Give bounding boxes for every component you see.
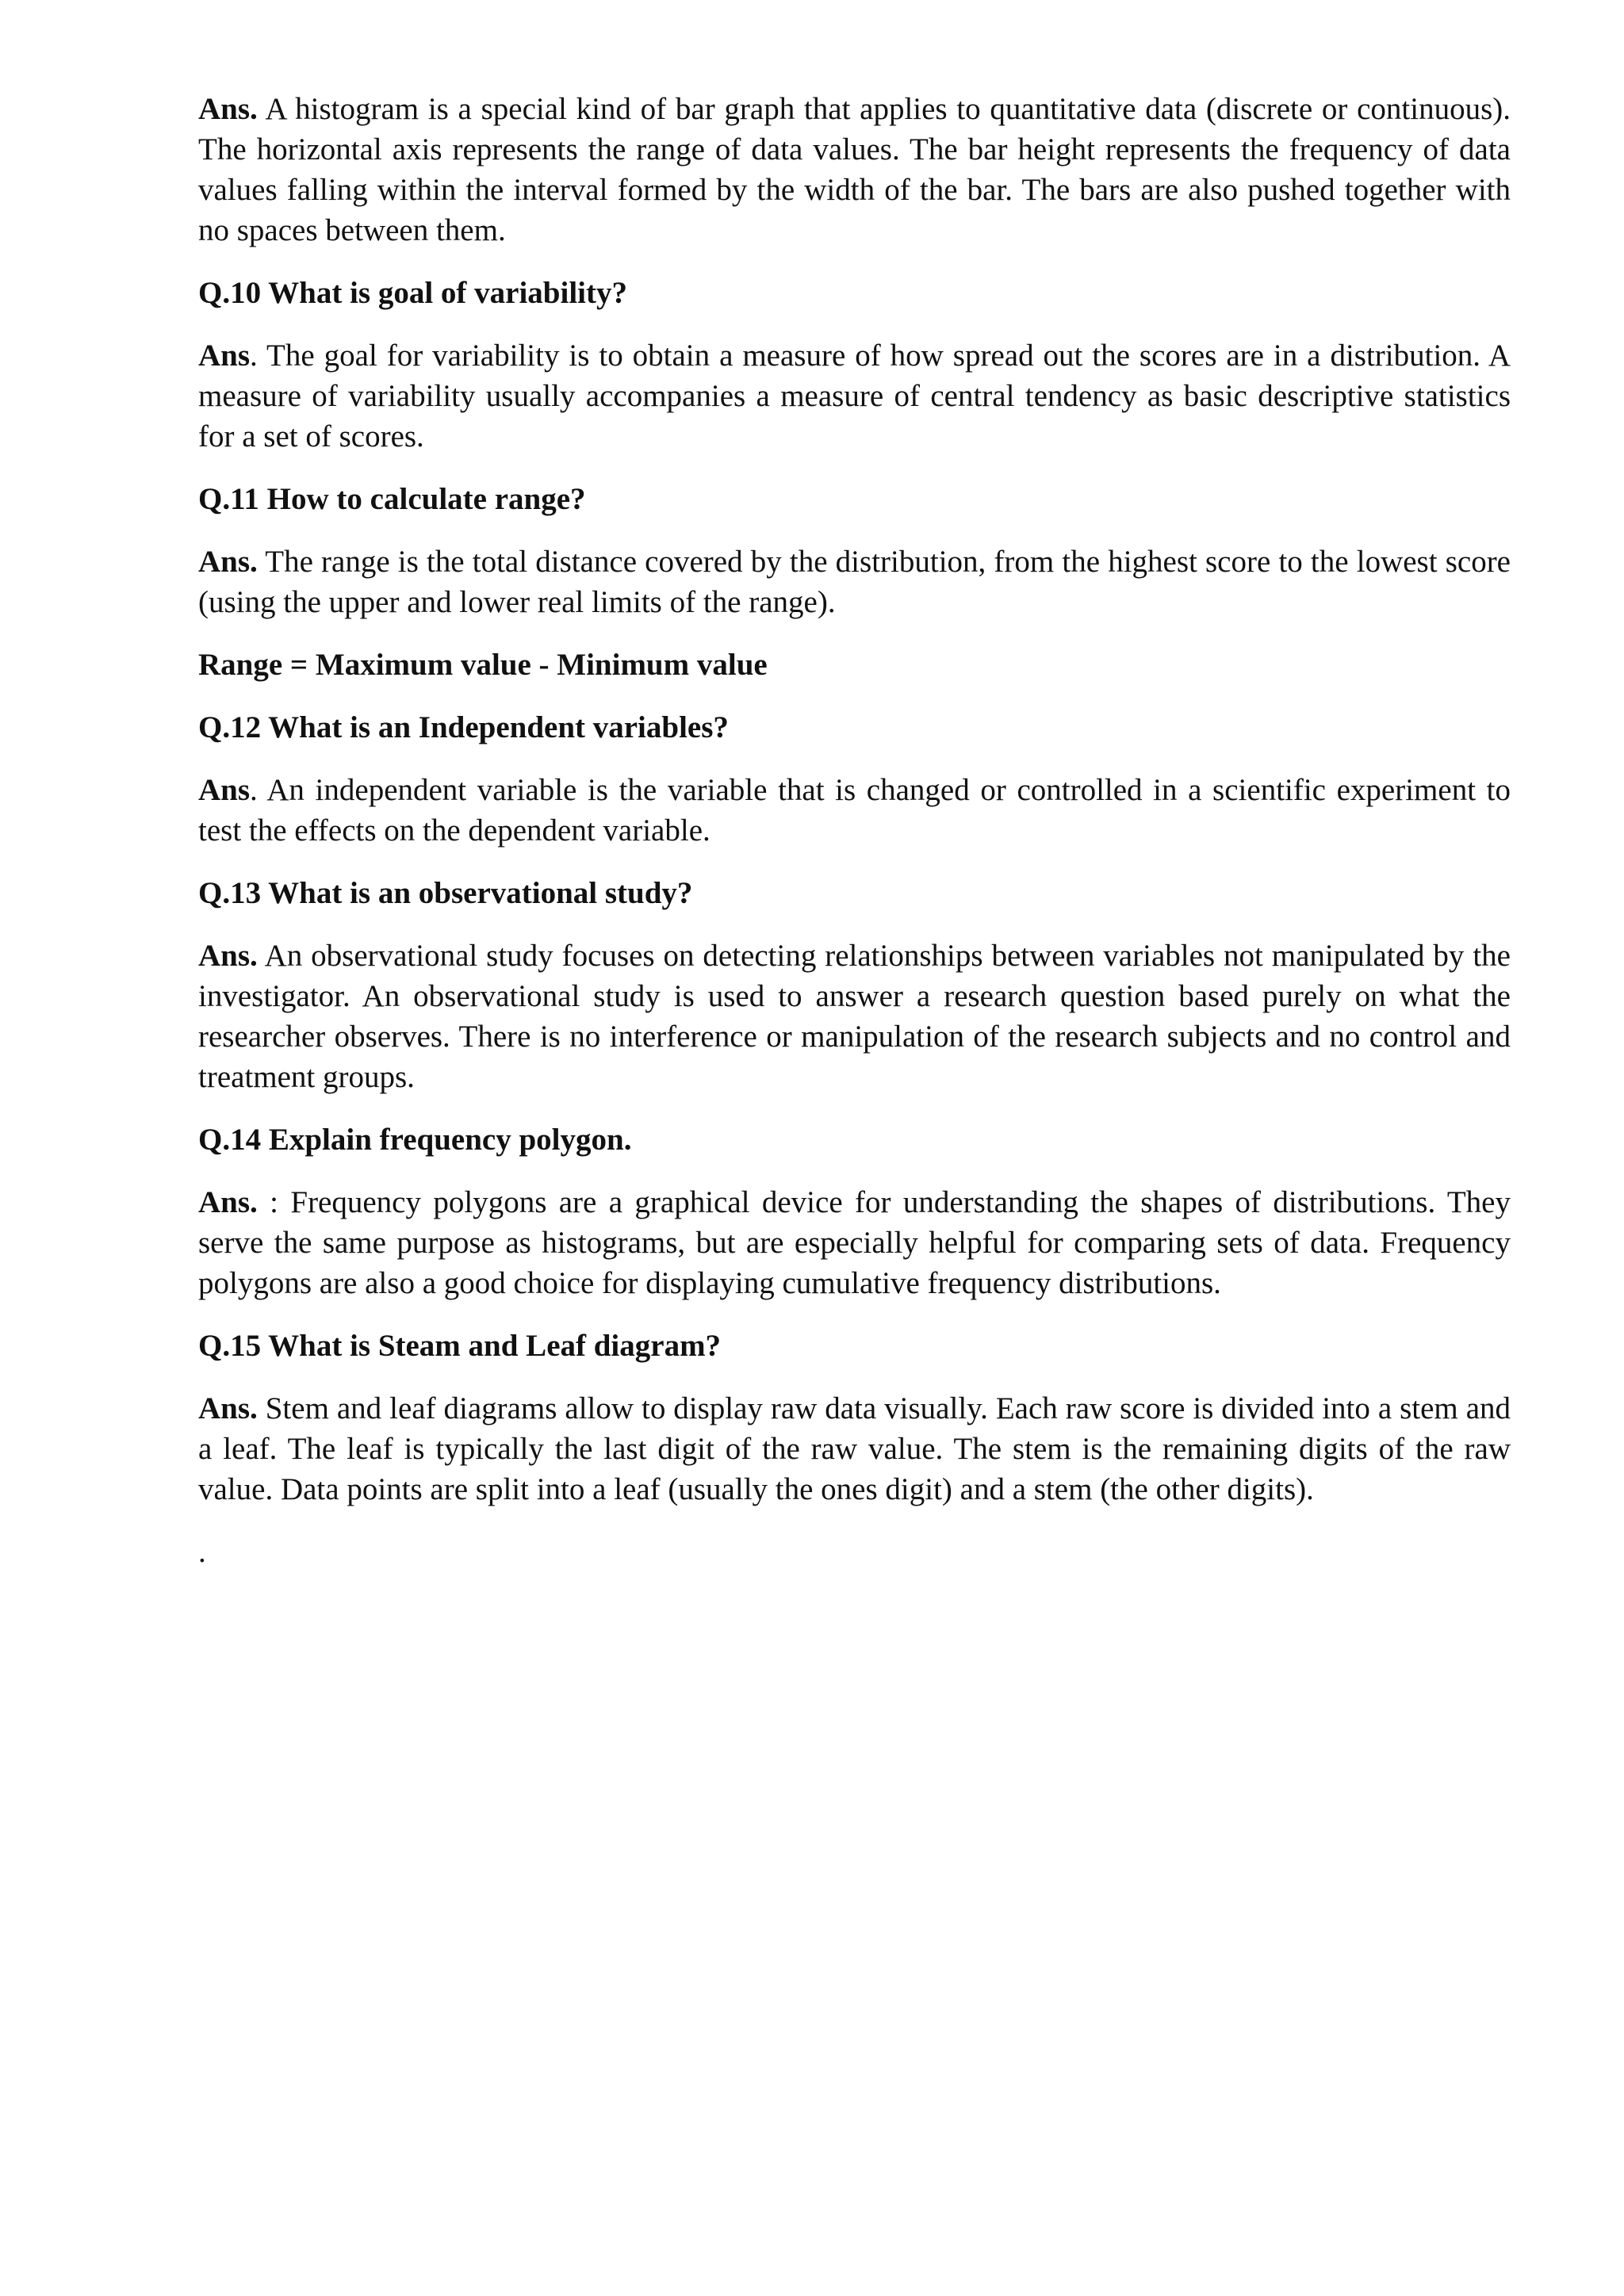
answer-histogram: [198, 89, 1511, 251]
question-14: Q.14 Explain frequency polygon.: [198, 1123, 632, 1157]
question-10: Q.10 What is goal of variability?: [198, 276, 627, 310]
answer-12: [198, 770, 1511, 851]
answer-text: . An independent variable is the variable that is changed or controlled in a scientific experiment to test the effects on the dependent variable.: [198, 773, 1511, 848]
question-13: Q.13 What is an observational study?: [198, 876, 693, 910]
answer-label: Ans: [198, 339, 251, 373]
question-11: Q.11 How to calculate range?: [198, 482, 586, 516]
answer-14: [198, 1182, 1511, 1303]
answer-10: [198, 335, 1511, 457]
answer-text: An observational study focuses on detecting relationships between variables not manipulated by the investigator. An observational study is used to answer a research question based purely on what the researcher observes. There is no interference or manipulation of the research subjects and no control and treatment groups.: [198, 939, 1511, 1094]
question-12: Q.12 What is an Independent variables?: [198, 710, 729, 744]
answer-label: Ans.: [198, 1391, 258, 1425]
trailing-dot: .: [198, 1535, 206, 1569]
answer-11: [198, 541, 1511, 622]
answer-label: Ans.: [198, 92, 258, 126]
answer-text: A histogram is a special kind of bar graph that applies to quantitative data (discrete or continuous). The horizontal axis represents the range of data values. The bar height represents the frequency of data values falling within the interval formed by the width of the bar. The bars are also pushed together with no spaces between them.: [198, 92, 1511, 247]
answer-text: The range is the total distance covered by the distribution, from the highest score to the lowest score (using the upper and lower real limits of the range).: [198, 545, 1511, 619]
answer-text: : Frequency polygons are a graphical device for understanding the shapes of distributions. They serve the same purpose as histograms, but are especially helpful for comparing sets of data. Frequency polygons are also a good choice for displaying cumulative frequency distributions.: [198, 1185, 1511, 1300]
range-formula: Range = Maximum value - Minimum value: [198, 648, 768, 682]
answer-15: [198, 1388, 1511, 1510]
answer-label: Ans.: [198, 939, 258, 973]
answer-label: Ans.: [198, 545, 258, 579]
answer-13: [198, 936, 1511, 1097]
question-15: Q.15 What is Steam and Leaf diagram?: [198, 1329, 722, 1363]
answer-label: Ans: [198, 773, 251, 807]
answer-text: . The goal for variability is to obtain a measure of how spread out the scores are in a distribution. A measure of variability usually accompanies a measure of central tendency as basic descriptive statistics for a set of scores.: [198, 339, 1511, 453]
answer-label: Ans.: [198, 1185, 258, 1219]
document-page: [198, 89, 1511, 1594]
answer-text: Stem and leaf diagrams allow to display raw data visually. Each raw score is divided into a stem and a leaf. The leaf is typically the last digit of the raw value. The stem is the remaining digits of the raw value. Data points are split into a leaf (usually the ones digit) and a stem (the other digits).: [198, 1391, 1511, 1506]
